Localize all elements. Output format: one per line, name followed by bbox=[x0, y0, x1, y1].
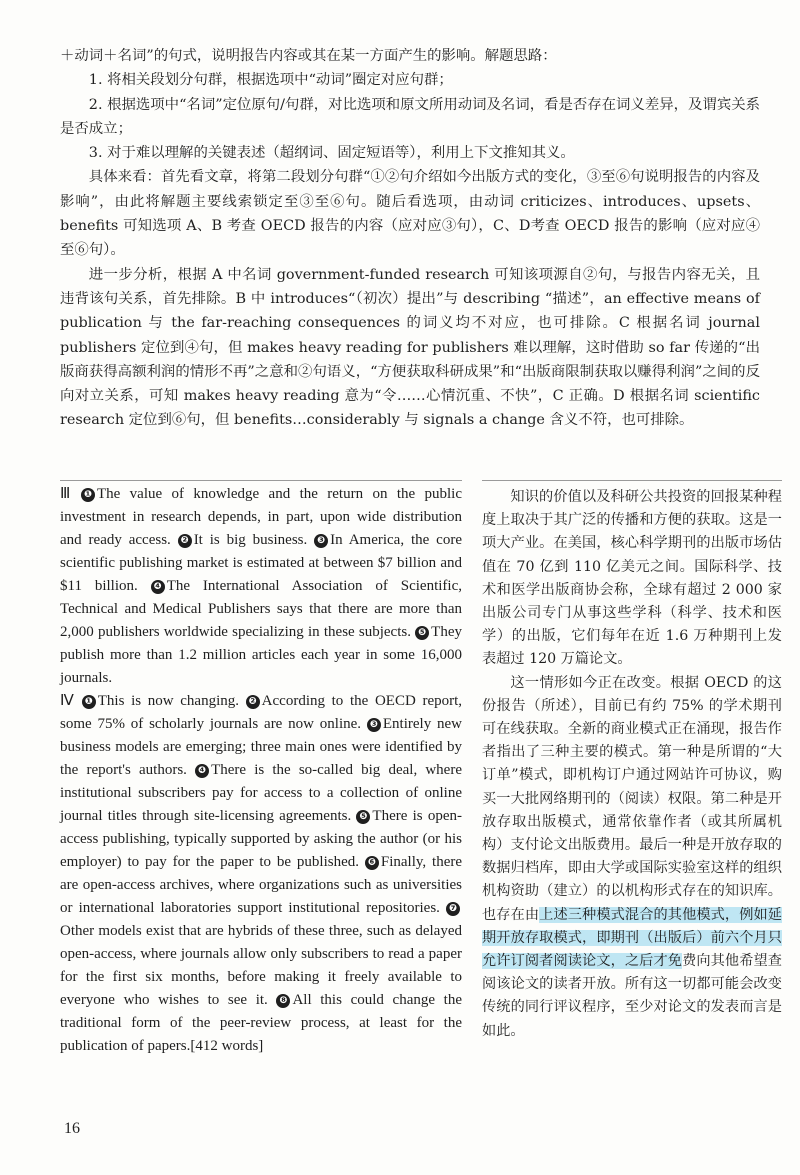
sentence-marker: ❼ bbox=[446, 902, 460, 916]
sentence-marker: ❹ bbox=[151, 580, 165, 594]
translation-paragraph-3: 知识的价值以及科研公共投资的回报某种程度上取决于其广泛的传播和方便的获取。这是一项大产业。在美国，核心科学期刊的出版市场估值在 70 亿到 110 亿美元之间。国际科学、技术和医学出版商协会称，全球有超过 2 000 家出版公司专门从事这些学科（科学、技术和医学）的出版，它们每年在近 1.6 万种期刊上发表超过 120 万篇论文。 bbox=[482, 489, 782, 668]
english-passage bbox=[60, 483, 462, 1058]
sentence-marker: ❸ bbox=[314, 534, 328, 548]
sentence-marker: ❹ bbox=[195, 764, 209, 778]
sentence: In America, the core scientific publishing market is estimated at between $7 billion and $11 billion. bbox=[60, 532, 462, 594]
sentence: There is the so-called big deal, where institutional subscribers pay for access to a collection of online journal titles through site-licensing agreements. bbox=[60, 762, 462, 824]
explanation-section bbox=[60, 44, 760, 433]
solving-step-3: 3. 对于难以理解的关键表述（超纲词、固定短语等），利用上下文推知其义。 bbox=[88, 145, 575, 162]
sentence: Other models exist that are hybrids of these three, such as delayed open-access, where journals allow only subscribers to read a paper for the first six months, before making it freely available to everyone who wishes to see it. bbox=[60, 923, 462, 1008]
chinese-translation bbox=[482, 486, 782, 1043]
section-divider bbox=[60, 480, 462, 481]
sentence: Finally, there are open-access archives, where organizations such as universities or international laboratories support institutional repositories. bbox=[60, 854, 463, 916]
sentence-marker: ❷ bbox=[246, 695, 260, 709]
translation-text: 这一情形如今正在改变。根据 OECD 的这份报告（所述），目前已有约 75% 的学术期刊可在线获取。全新的商业模式正在涌现，报告作者指出了三种主要的模式。第一种是所谓的“大订单”模式，即机构订户通过网站许可协议，购买一大批网络期刊的（阅读）权限。第二种是开放存取出版模式，通常依靠作者（或其所属机构）支付论文出版费用。最后一种是开放存取的数据归档库，即由大学或国际实验室这样的组织机构资助（建立）的以机构形式存在的知识库。也存在由 bbox=[482, 674, 782, 923]
page-number: 16 bbox=[64, 1120, 80, 1137]
passage-paragraph-3 bbox=[60, 483, 462, 690]
sentence-marker: ❻ bbox=[365, 856, 379, 870]
sentence-marker: ❶ bbox=[82, 695, 96, 709]
solving-step-1: 1. 将相关段划分句群，根据选项中“动词”圈定对应句群； bbox=[88, 72, 453, 89]
analysis-paragraph: 具体来看：首先看文章，将第二段划分句群“①②句介绍如今出版方式的变化，③至⑥句说明报告的内容及影响”，由此将解题主要线索锁定至③至⑥句。随后看选项，由动词 criticizes、introduces、upsets、benefits 可知选项 A、B 考查 OECD 报告的内容（应对应③句），C、D考查 OECD 报告的影响（应对应④至⑥句）。 bbox=[60, 169, 760, 259]
sentence: The International Association of Scientific, Technical and Medical Publishers says that there are more than 2,000 publishers worldwide specializing in these subjects. bbox=[60, 578, 462, 640]
sentence-marker: ❽ bbox=[276, 994, 290, 1008]
sentence: All this could change the traditional form of the peer-review process, at least for the publication of papers. bbox=[60, 992, 462, 1054]
word-count: [412 words] bbox=[190, 1038, 264, 1054]
sentence-marker: ❶ bbox=[81, 488, 95, 502]
sentence: There is open-access publishing, typically supported by asking the author (or his employer) to pay for the paper to be published. bbox=[60, 808, 462, 870]
sentence-marker: ❸ bbox=[367, 718, 381, 732]
paragraph-numeral: Ⅲ bbox=[60, 486, 75, 502]
sentence: Entirely new business models are emerging; three main ones were identified by the report's authors. bbox=[60, 716, 462, 778]
analysis-paragraph: 进一步分析，根据 A 中名词 government-funded research 可知该项源自②句，与报告内容无关，且违背该句关系，首先排除。B 中 introduces“（初次）提出”与 describing “描述”，an effective means of publication 与 the far-reaching consequences 的词义均不对应，也可排除。C 根据名词 journal publishers 定位到④句，但 makes heavy reading for publishers 难以理解，这时借助 so far 传递的“出版商获得高额利润的情形不再”之意和②句语义，“方便获取科研成果”和“出版商限制获取以赚得利润”之间的反向对立关系，可知 makes heavy reading 意为“令……心情沉重、不快”，C 正确。D 根据名词 scientific research 定位到⑥句，但 benefits…considerably 与 signals a change 含义不符，也可排除。 bbox=[60, 266, 760, 429]
sentence-marker: ❺ bbox=[356, 810, 370, 824]
highlighted-text: 上述三种模式混合的其他模式，例如延期开放存取模式，即期刊（出版后）前六个月只允许订阅者阅读论文，之后才免 bbox=[482, 906, 782, 970]
section-divider bbox=[482, 480, 782, 481]
paragraph-numeral: Ⅳ bbox=[60, 693, 76, 709]
translation-paragraph-4 bbox=[482, 672, 782, 1043]
explanation-line: ＋动词＋名词”的句式，说明报告内容或其在某一方面产生的影响。解题思路： bbox=[60, 48, 557, 64]
sentence: According to the OECD report, some 75% of scholarly journals are now online. bbox=[60, 693, 463, 732]
sentence: The value of knowledge and the return on the public investment in research depends, in part, upon wide distribution and ready access. bbox=[60, 486, 463, 548]
sentence-marker: ❺ bbox=[415, 626, 429, 640]
translation-text: 费向其他希望查阅该论文的读者开放。所有这一切都可能会改变传统的同行评议程序，至少对论文的发表而言是如此。 bbox=[482, 953, 782, 1039]
solving-step-2: 2. 根据选项中“名词”定位原句/句群，对比选项和原文所用动词及名词，看是否存在词义差异，及谓宾关系是否成立； bbox=[60, 96, 760, 137]
sentence-marker: ❷ bbox=[178, 534, 192, 548]
sentence: It is big business. bbox=[193, 532, 308, 548]
passage-paragraph-4 bbox=[60, 690, 462, 1058]
sentence: This is now changing. bbox=[97, 693, 239, 709]
sentence: They publish more than 1.2 million articles each year in some 16,000 journals. bbox=[60, 624, 462, 686]
